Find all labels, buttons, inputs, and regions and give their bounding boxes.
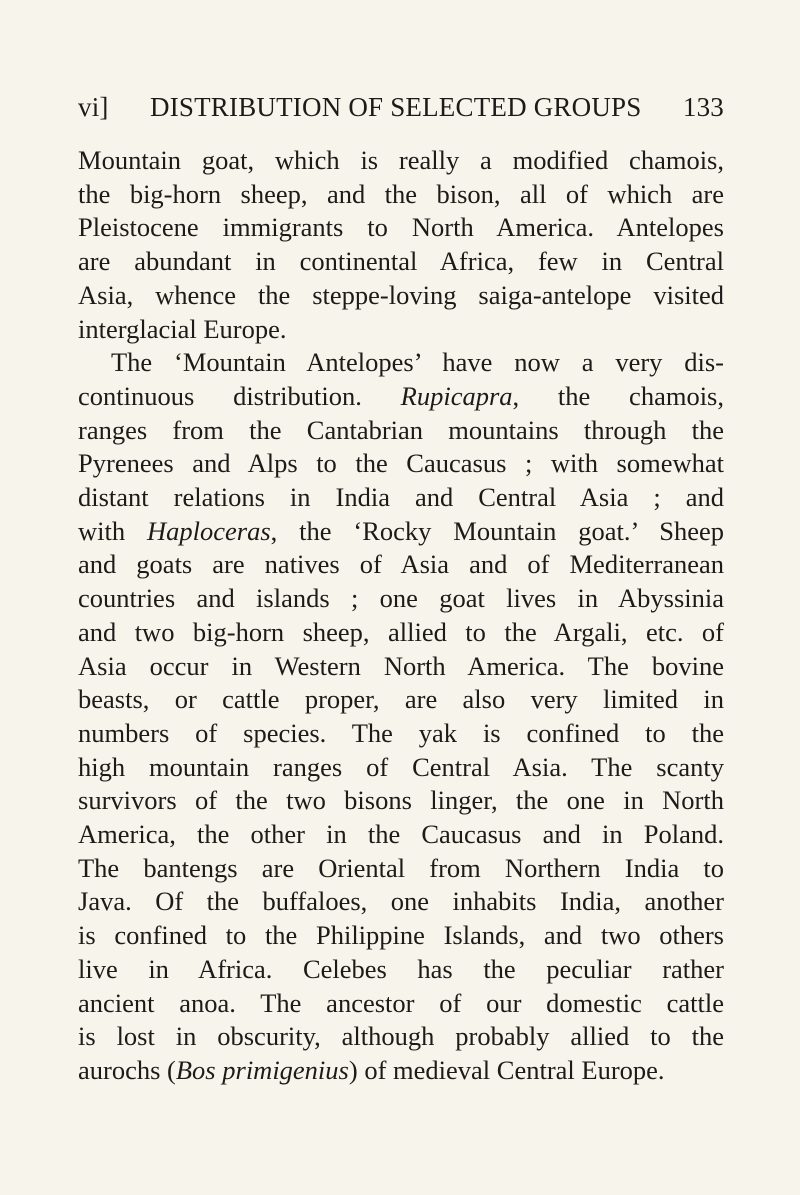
- text-run: , the chamois,: [512, 380, 724, 411]
- text-line: [78, 380, 724, 414]
- text-run: beasts, or cattle proper, are also very limited in: [78, 684, 724, 715]
- text-run: are abundant in continental Africa, few in Central: [78, 246, 724, 277]
- text-run: , the ‘Rocky Mountain goat.’ Sheep: [270, 515, 724, 546]
- text-run: ranges from the Cantabrian mountains through the: [78, 414, 724, 445]
- text-line: [78, 717, 724, 751]
- text-line: [78, 852, 724, 886]
- text-line: [78, 245, 724, 279]
- text-line: [78, 650, 724, 684]
- text-line: [78, 919, 724, 953]
- text-line: [78, 1020, 724, 1054]
- text-run: and two big-horn sheep, allied to the Argali, etc. of: [78, 616, 724, 647]
- text-line: [78, 784, 724, 818]
- text-run: Pleistocene immigrants to North America. Antelopes: [78, 212, 724, 243]
- text-line: [78, 279, 724, 313]
- text-run: America, the other in the Caucasus and in Poland.: [78, 819, 724, 850]
- text-line: [78, 885, 724, 919]
- text-run: Pyrenees and Alps to the Caucasus ; with somewhat: [78, 448, 724, 479]
- text-line: [78, 953, 724, 987]
- text-line: [78, 987, 724, 1021]
- text-run: ancient anoa. The ancestor of our domestic cattle: [78, 987, 724, 1018]
- text-run: live in Africa. Celebes has the peculiar rather: [78, 953, 724, 984]
- text-run: continuous distribution.: [78, 380, 401, 411]
- text-run: high mountain ranges of Central Asia. The scanty: [78, 751, 724, 782]
- text-line: [78, 346, 724, 380]
- text-run: survivors of the two bisons linger, the one in North: [78, 785, 724, 816]
- text-line: [78, 616, 724, 650]
- text-run: with: [78, 515, 147, 546]
- text-run: numbers of species. The yak is confined to the: [78, 717, 724, 748]
- text-run: distant relations in India and Central Asia ; and: [78, 482, 724, 513]
- text-line: [78, 144, 724, 178]
- text-run: is confined to the Philippine Islands, and two others: [78, 920, 724, 951]
- text-line: [78, 582, 724, 616]
- text-run: aurochs (: [78, 1054, 176, 1085]
- text-line: [78, 751, 724, 785]
- text-run: ) of medieval Central Europe.: [348, 1054, 665, 1085]
- text-run: is lost in obscurity, although probably allied to the: [78, 1021, 724, 1052]
- text-run: The ‘Mountain Antelopes’ have now a very dis-: [111, 347, 724, 378]
- text-line: [78, 515, 724, 549]
- text-line: [78, 481, 724, 515]
- text-line: [78, 447, 724, 481]
- page-number: 133: [682, 92, 724, 122]
- text-run: Mountain goat, which is really a modified chamois,: [78, 145, 724, 175]
- text-line: [78, 683, 724, 717]
- text-line: [78, 211, 724, 245]
- text-run: interglacial Europe.: [78, 313, 287, 344]
- text-run: The bantengs are Oriental from Northern India to: [78, 852, 724, 883]
- italic-term: Rupicapra: [400, 380, 513, 411]
- text-run: and goats are natives of Asia and of Mediterranean: [78, 549, 724, 580]
- running-head: [78, 92, 724, 123]
- text-run: Asia, whence the steppe-loving saiga-antelope visited: [78, 279, 724, 310]
- text-line: [78, 818, 724, 852]
- text-run: Java. Of the buffaloes, one inhabits India, another: [78, 886, 724, 917]
- text-run: the big-horn sheep, and the bison, all of which are: [78, 178, 724, 209]
- italic-term: Bos primigenius: [175, 1054, 349, 1085]
- italic-term: Haploceras: [147, 515, 271, 546]
- text-line: [78, 414, 724, 448]
- body-text: [78, 144, 724, 1088]
- chapter-number: vi]: [78, 92, 109, 122]
- text-line: [78, 178, 724, 212]
- text-line: [78, 313, 724, 347]
- text-line: [78, 548, 724, 582]
- text-run: countries and islands ; one goat lives in Abyssinia: [78, 583, 724, 614]
- running-title: DISTRIBUTION OF SELECTED GROUPS: [150, 92, 642, 122]
- text-line: [78, 1054, 724, 1088]
- text-run: Asia occur in Western North America. The bovine: [78, 650, 724, 681]
